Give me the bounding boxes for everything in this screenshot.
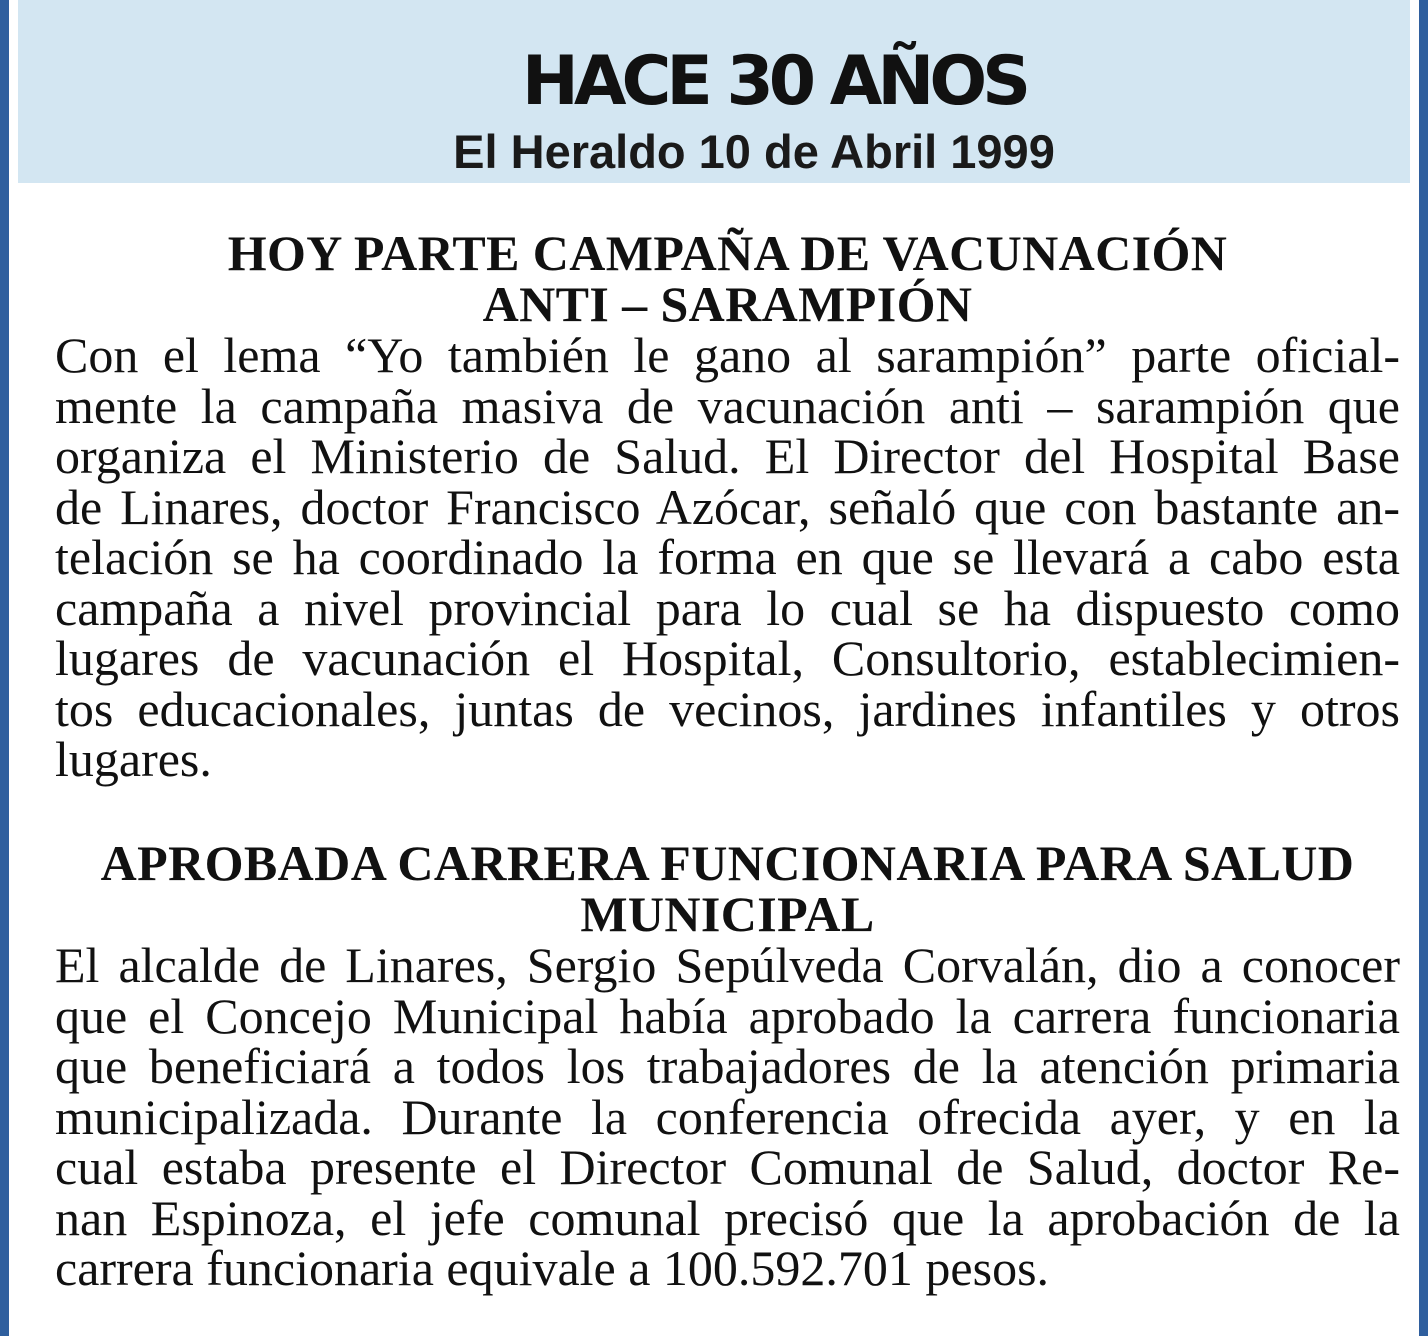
body-line: lugares. <box>55 731 212 787</box>
body-line: de Linares, doctor Francisco Azócar, señaló que con bastante an- <box>55 478 1400 535</box>
header-band <box>18 0 1410 183</box>
headline-line: HOY PARTE CAMPAÑA DE VACUNACIÓN <box>227 225 1228 281</box>
body-line: tos educacionales, juntas de vecinos, jardines infantiles y otros <box>55 680 1400 737</box>
body-line: organiza el Ministerio de Salud. El Director del Hospital Base <box>55 428 1400 484</box>
article-municipal-health <box>55 835 1400 1296</box>
body-line: cual estaba presente el Director Comunal de Salud, doctor Re- <box>55 1139 1400 1195</box>
headline-line: APROBADA CARRERA FUNCIONARIA PARA SALUD <box>100 835 1355 891</box>
body-line: que el Concejo Municipal había aprobado la carrera funcionaria <box>55 987 1400 1044</box>
headline-line: ANTI – SARAMPIÓN <box>482 276 973 332</box>
headline-line: MUNICIPAL <box>580 886 875 942</box>
body-line: El alcalde de Linares, Sergio Sepúlveda Corvalán, dio a conocer <box>55 937 1400 993</box>
section-title: HACE 30 AÑOS <box>521 42 1027 121</box>
body-line: carrera funcionaria equivale a 100.592.701 pesos. <box>55 1240 1050 1296</box>
body-line: telación se ha coordinado la forma en que se llevará a cabo esta <box>55 529 1400 585</box>
body-line: lugares de vacunación el Hospital, Consultorio, establecimien- <box>55 630 1400 686</box>
body-line: nan Espinoza, el jefe comunal precisó que la aprobación de la <box>55 1189 1400 1246</box>
body-line: que beneficiará a todos los trabajadores de la atención primaria <box>55 1038 1400 1094</box>
body-line: Con el lema “Yo también le gano al sarampión” parte oficial- <box>55 327 1400 383</box>
article-headline <box>55 225 1400 332</box>
article-body <box>55 937 1400 1296</box>
body-line: mente la campaña masiva de vacunación anti – sarampión que <box>55 377 1400 434</box>
body-line: municipalizada. Durante la conferencia ofrecida ayer, y en la <box>55 1088 1400 1145</box>
article-headline <box>55 835 1400 942</box>
article-body <box>55 327 1400 787</box>
article-vaccination <box>55 225 1400 787</box>
body-line: campaña a nivel provincial para lo cual se ha dispuesto como <box>55 579 1400 636</box>
source-date-subtitle: El Heraldo 10 de Abril 1999 <box>453 125 1055 178</box>
